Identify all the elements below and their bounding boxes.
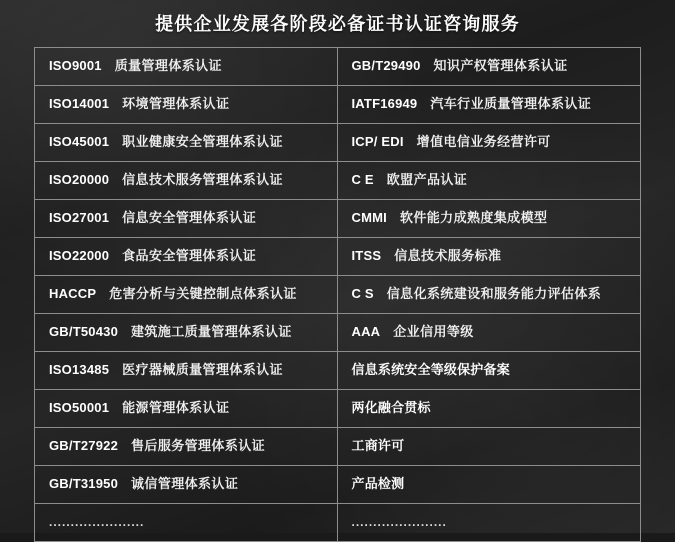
table-row <box>35 48 640 86</box>
table-cell-right <box>338 390 641 427</box>
certification-code: IATF16949 <box>351 96 418 112</box>
table-row <box>35 314 640 352</box>
table-cell-right <box>338 200 641 237</box>
certification-code: GB/T50430 <box>49 324 119 340</box>
certification-code: 信息系统安全等级保护备案 <box>351 362 510 378</box>
table-row <box>35 276 640 314</box>
certification-name: 质量管理体系认证 <box>114 58 222 74</box>
table-cell-left <box>35 466 338 503</box>
table-cell-right <box>338 504 641 541</box>
certification-code: GB/T29490 <box>351 58 421 74</box>
table-row <box>35 86 640 124</box>
table-cell-left <box>35 48 338 85</box>
table-row <box>35 352 640 390</box>
table-cell-left <box>35 276 338 313</box>
certification-code: GB/T27922 <box>49 438 119 454</box>
certification-code: ISO22000 <box>49 248 110 264</box>
certification-name: 职业健康安全管理体系认证 <box>122 134 283 150</box>
certification-name: 欧盟产品认证 <box>386 172 468 188</box>
table-cell-left <box>35 314 338 351</box>
certification-code: ISO13485 <box>49 362 110 378</box>
certification-name: 建筑施工质量管理体系认证 <box>131 324 292 340</box>
certification-code: CMMI <box>351 210 387 226</box>
certification-name: 诚信管理体系认证 <box>131 476 239 492</box>
table-cell-right <box>338 162 641 199</box>
certification-code: 工商许可 <box>351 438 405 454</box>
certification-name: 危害分析与关键控制点体系认证 <box>109 286 297 302</box>
table-cell-left <box>35 428 338 465</box>
certification-name: 信息技术服务标准 <box>394 248 502 264</box>
certification-name: 医疗器械质量管理体系认证 <box>122 362 283 378</box>
table-row <box>35 428 640 466</box>
certification-code: ISO27001 <box>49 210 110 226</box>
certification-name: 信息安全管理体系认证 <box>122 210 257 226</box>
table-row <box>35 466 640 504</box>
table-cell-left <box>35 124 338 161</box>
ellipsis-text: ...................... <box>351 515 447 529</box>
certification-name: 环境管理体系认证 <box>122 96 230 112</box>
table-cell-left <box>35 200 338 237</box>
table-cell-right <box>338 124 641 161</box>
certification-name: 增值电信业务经营许可 <box>416 134 551 150</box>
certification-name: 食品安全管理体系认证 <box>122 248 257 264</box>
certification-code: AAA <box>351 324 381 340</box>
certification-name: 知识产权管理体系认证 <box>433 58 568 74</box>
table-cell-right <box>338 466 641 503</box>
certification-code: ICP/ EDI <box>351 134 404 150</box>
certification-table <box>34 47 641 542</box>
table-cell-left <box>35 352 338 389</box>
certification-code: ISO50001 <box>49 400 110 416</box>
certification-code: HACCP <box>49 286 97 302</box>
table-row <box>35 162 640 200</box>
table-row <box>35 200 640 238</box>
table-cell-right <box>338 276 641 313</box>
certification-name: 能源管理体系认证 <box>122 400 230 416</box>
table-row-ellipsis <box>35 504 640 542</box>
certification-code: 产品检测 <box>351 476 405 492</box>
table-cell-left <box>35 162 338 199</box>
ellipsis-text: ...................... <box>49 515 145 529</box>
table-row <box>35 124 640 162</box>
certification-name: 企业信用等级 <box>393 324 474 340</box>
certification-code: 两化融合贯标 <box>351 400 431 416</box>
table-row <box>35 238 640 276</box>
table-cell-left <box>35 238 338 275</box>
table-cell-left <box>35 390 338 427</box>
table-cell-right <box>338 86 641 123</box>
certification-code: ISO20000 <box>49 172 110 188</box>
certification-name: 售后服务管理体系认证 <box>131 438 266 454</box>
certification-code: GB/T31950 <box>49 476 119 492</box>
table-row <box>35 390 640 428</box>
certification-code: C E <box>351 172 374 188</box>
table-cell-right <box>338 352 641 389</box>
certification-name: 软件能力成熟度集成模型 <box>399 210 548 226</box>
certification-code: ISO14001 <box>49 96 110 112</box>
table-cell-right <box>338 314 641 351</box>
certification-name: 信息化系统建设和服务能力评估体系 <box>386 286 602 302</box>
table-cell-right <box>338 428 641 465</box>
table-cell-left <box>35 86 338 123</box>
certification-code: ISO9001 <box>49 58 102 74</box>
table-cell-left <box>35 504 338 541</box>
table-cell-right <box>338 48 641 85</box>
page-title: 提供企业发展各阶段必备证书认证咨询服务 <box>155 14 520 34</box>
certification-code: ISO45001 <box>49 134 110 150</box>
certification-name: 信息技术服务管理体系认证 <box>122 172 283 188</box>
certification-code: ITSS <box>351 248 382 264</box>
table-cell-right <box>338 238 641 275</box>
certification-name: 汽车行业质量管理体系认证 <box>430 96 592 112</box>
certification-code: C S <box>351 286 374 302</box>
